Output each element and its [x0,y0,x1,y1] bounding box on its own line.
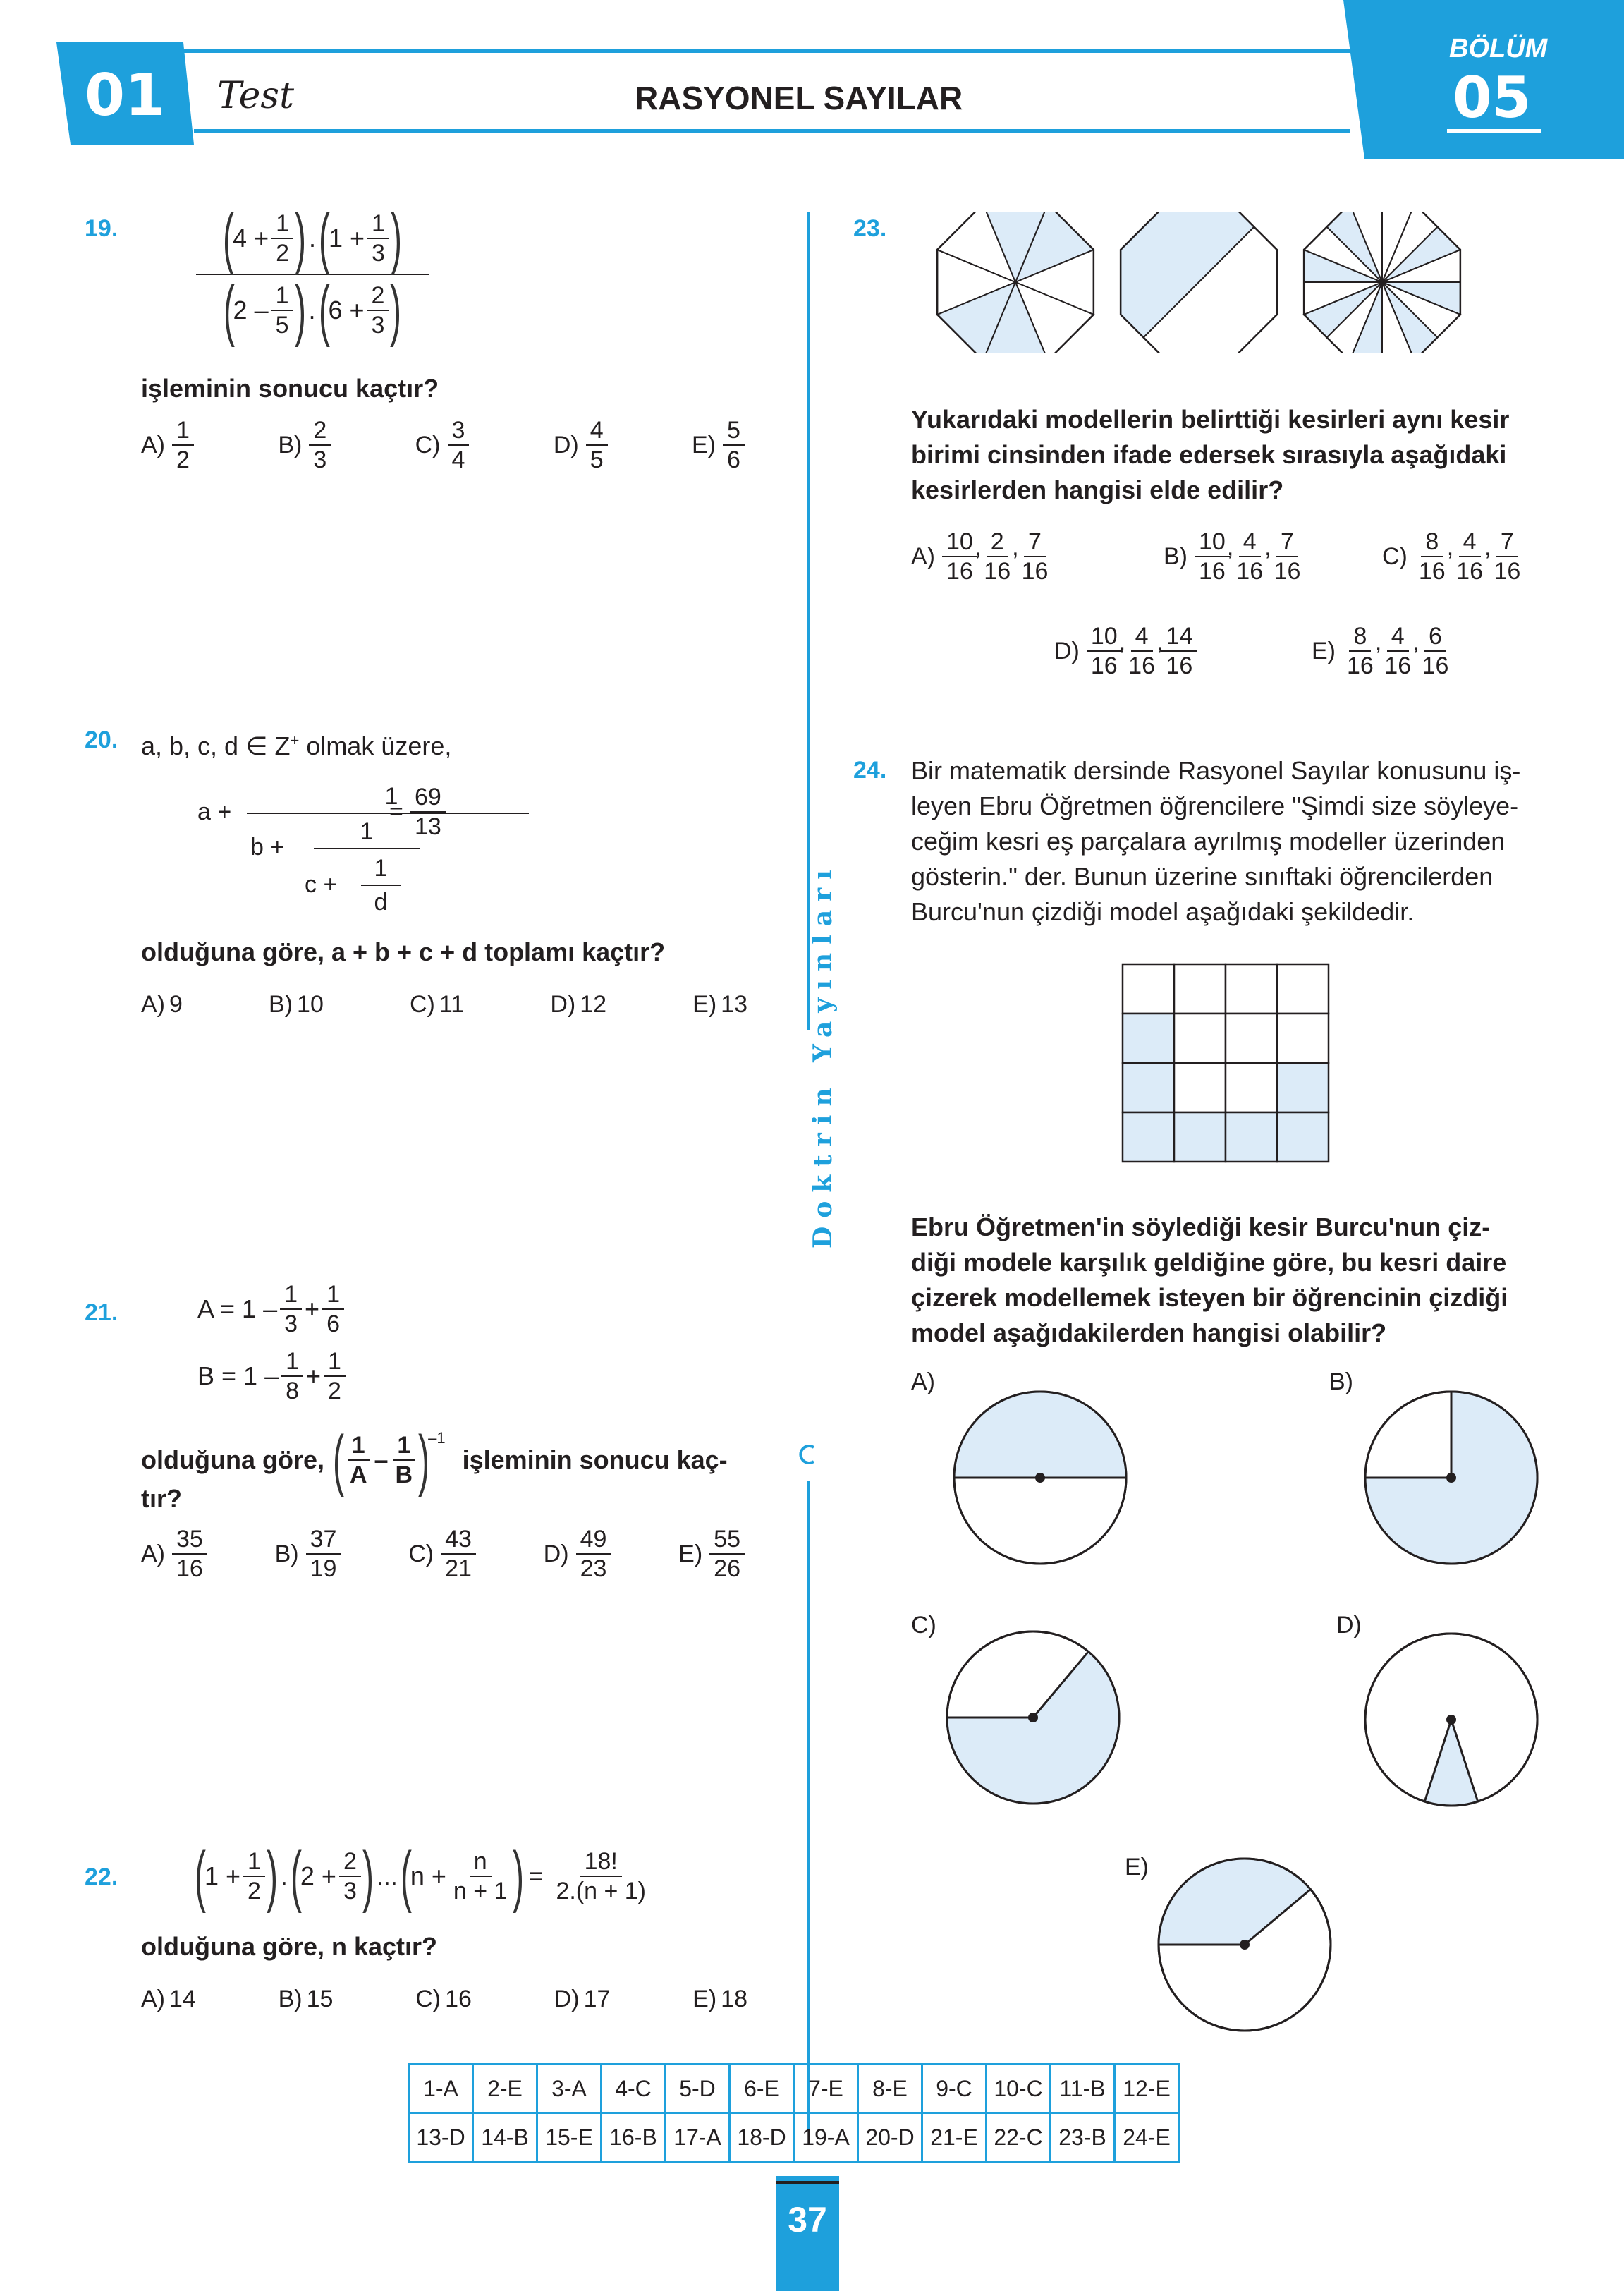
answer-key-cell: 5-D [666,2065,730,2113]
octagon-model-3 [1304,212,1460,353]
q22-question: olduğuna göre, n kaçtır? [141,1932,438,1961]
option-value: 16 [445,1986,472,2012]
option-value: 9 [169,991,183,1018]
answer-option[interactable] [279,1986,334,2013]
numerator: 49 [576,1525,611,1555]
publisher-name: Doktrin Yayınları [808,861,838,1248]
section-label: BÖLÜM [1449,34,1548,63]
q24-text: Bir matematik dersinde Rasyonel Sayılar konusunu iş- leyen Ebru Öğretmen öğrencilere "Şimdi size söyleye- ceğim kesri eş parçalara ayrılmış modeller üzerinden gösterin." der. Bunun üzerine sınıftaki öğrencilerden Burcu'nun çizdiği model aşağıdaki şekildedir. [911,756,1521,926]
numerator: 2 [987,528,1008,557]
option-label: D) [1054,637,1080,664]
q24-option-a-label: A) [911,1368,935,1395]
grid-cell [1277,964,1329,1014]
answer-option[interactable] [692,1986,747,2013]
answer-option[interactable] [550,991,606,1019]
q20-continued-fraction: a + 1 b + 1 c + 1 d [197,783,494,924]
option-label: D) [543,1540,569,1567]
circle-outline [1365,1392,1537,1564]
numerator: 4 [1459,528,1481,557]
question-number: 24. [853,757,887,784]
q23-option-a[interactable] [911,528,1055,585]
q24-option-d-label: D) [1336,1612,1362,1639]
question-number: 20. [85,727,118,753]
denominator: 21 [445,1555,472,1582]
option-value: 11 [439,991,465,1018]
denominator: 16 [1236,558,1264,585]
fraction [172,416,194,474]
option-label: B) [278,1986,303,2012]
answer-option[interactable] [278,416,334,474]
numerator: 35 [172,1525,207,1555]
answer-key-cell: 6-E [730,2065,794,2113]
q24-grid-model [1121,963,1333,1174]
denominator: 26 [714,1555,740,1582]
shaded-sector [1424,1720,1477,1806]
answer-key-cell: 4-C [602,2065,666,2113]
fraction [1418,622,1453,680]
comma: , [1484,534,1491,561]
answer-option[interactable] [678,1525,747,1583]
center-dot [1446,1473,1456,1483]
q23-question: Yukarıdaki modellerin belirttiği kesirleri aynı kesir birimi cinsinden ifade edersek sırasıyla aşağıdaki kesirlerden hangisi elde edilir? [911,405,1510,504]
radius [1245,1890,1310,1945]
comma: , [1446,534,1454,561]
denominator: 16 [1422,652,1449,679]
q19-options [141,416,747,474]
option-label: D) [553,431,579,458]
answer-option[interactable] [415,416,472,474]
denominator: 16 [1090,652,1118,679]
fraction [723,416,745,474]
option-value: 17 [583,1986,611,2012]
grid-cell [1174,1112,1226,1162]
answer-key-row [409,2065,1179,2113]
center-dot [1240,1940,1250,1950]
grid-cell [1226,964,1277,1014]
answer-key-cell: 19-A [794,2113,858,2162]
radius [1451,1720,1478,1801]
numerator: 2 [309,416,331,446]
answer-option[interactable] [692,991,747,1019]
shaded-sector [1159,1859,1310,1945]
numerator: 7 [1276,528,1298,557]
option-value: 13 [721,991,747,1018]
fraction [1489,528,1525,585]
circle-outline [947,1631,1119,1804]
circle-option-c[interactable] [947,1631,1119,1804]
denominator: 16 [1347,652,1374,679]
q21-question: olduğuna göre, ( 1 A – 1 B ) –1 işleminin sonucu kaç- [141,1422,728,1497]
question-number: 19. [85,215,118,242]
grid-cell [1123,1063,1174,1112]
fraction [586,416,608,474]
answer-key-cell: 21-E [922,2113,987,2162]
fraction [1124,622,1159,680]
answer-option[interactable] [408,1525,479,1583]
option-label: E) [1312,637,1336,664]
option-value: 10 [297,991,324,1018]
answer-key-cell: 15-E [537,2113,602,2162]
circle-outline [1365,1634,1537,1806]
q20-options [141,991,747,1019]
answer-key-row [409,2113,1179,2162]
denominator: 4 [451,446,465,473]
answer-key-cell: 3-A [537,2065,602,2113]
q23-option-d[interactable] [1054,622,1199,680]
q22-options [141,1986,747,2013]
option-label: A) [141,431,165,458]
denominator: 16 [1166,652,1193,679]
circle-outline [1159,1859,1331,2031]
shaded-sector [947,1652,1119,1804]
fraction [1343,622,1378,680]
q21-question-cont: tır? [141,1484,182,1513]
grid-cell [1174,1063,1226,1112]
q19-expression [196,200,429,348]
numerator: 10 [1195,528,1230,557]
fraction [1195,528,1230,585]
circle-option-b[interactable] [1365,1392,1537,1564]
denominator: 16 [1494,558,1521,585]
numerator: 4 [1239,528,1261,557]
denominator: 16 [176,1555,203,1582]
q22-expression: ( 1 + $\frac{1}{2}$ ) . ( 2 + $\frac{2}{3}$ ) ... ( n + $\frac{n}{n + 1}$ ) = $\frac{18!}{2.(n + 1)}$ [194,1838,647,1914]
question-number: 22. [85,1864,118,1890]
fraction [979,528,1015,585]
denominator: 5 [590,446,604,473]
comma: , [1412,628,1420,655]
fraction [1018,528,1053,585]
answer-key-cell: 24-E [1115,2113,1179,2162]
center-dot [1446,1715,1456,1725]
answer-option[interactable] [141,991,183,1019]
denominator: 19 [310,1555,337,1582]
answer-option[interactable] [141,1525,210,1583]
grid-cell [1277,1063,1329,1112]
q19-denominator: ( 2 – 1 5 ) . ( 6 + $\frac{2}{3}$ ) [223,272,402,348]
option-label: B) [278,431,303,458]
q23-option-b[interactable] [1164,528,1307,585]
answer-option[interactable] [692,416,747,474]
q24-option-c-label: C) [911,1612,936,1639]
option-label: B) [1164,542,1188,570]
numerator: 4 [586,416,608,446]
fraction [942,528,977,585]
q20-rhs: 69 13 [410,783,446,841]
test-number: 01 [85,62,166,129]
fraction [309,416,331,474]
q23-octagon-models [931,212,1481,353]
q19-question: işleminin sonucu kaçtır? [141,374,439,403]
option-label: E) [692,431,716,458]
fraction [1415,528,1450,585]
page-number: 37 [788,2200,827,2240]
option-label: C) [408,1540,434,1567]
option-label: E) [692,1986,717,2012]
answer-key-cell: 14-B [473,2113,537,2162]
circle-outline [1159,1859,1331,2031]
option-label: A) [141,991,165,1018]
fraction [441,1525,476,1583]
denominator: 16 [1384,652,1412,679]
q20-equals: = [389,798,403,825]
q19-numerator: ( 4 + $\frac{1}{2}$ ) . ( 1 + $\frac{1}{3}$ ) [223,200,402,276]
q23-option-c[interactable] [1382,528,1527,585]
q21-options [141,1525,747,1583]
fraction [1161,622,1197,680]
shaded-sector [1365,1392,1537,1564]
q24-option-b-label: B) [1329,1368,1353,1395]
option-label: B) [269,991,293,1018]
grid-cell [1174,1014,1226,1063]
comma: , [1226,534,1234,561]
fraction [1270,528,1305,585]
answer-key-cell: 23-B [1051,2113,1115,2162]
answer-key-cell: 1-A [409,2065,473,2113]
option-label: A) [911,542,935,570]
answer-key [408,2063,1180,2163]
denominator: 16 [1456,558,1483,585]
circle-option-d[interactable] [1365,1634,1537,1806]
option-value: 12 [580,991,607,1018]
grid-cell [1226,1063,1277,1112]
grid-cell [1277,1014,1329,1063]
denominator: 16 [1021,558,1049,585]
answer-key-cell: 13-D [409,2113,473,2162]
numerator: 1 [172,416,194,446]
numerator: 55 [709,1525,745,1555]
circle-outline [1365,1634,1537,1806]
grid-cell [1226,1014,1277,1063]
fraction [448,416,470,474]
numerator: 43 [441,1525,476,1555]
numerator: 3 [448,416,470,446]
answer-option[interactable] [554,1986,611,2013]
numerator: 8 [1421,528,1443,557]
numerator: 8 [1349,622,1371,652]
answer-option[interactable] [410,991,464,1019]
numerator: 7 [1496,528,1518,557]
denominator: 16 [984,558,1011,585]
circle-outline [954,1392,1126,1564]
q20-question: olduğuna göre, a + b + c + d toplamı kaçtır? [141,937,666,966]
numerator: 14 [1161,622,1197,652]
fraction [709,1525,745,1583]
center-dot [1028,1713,1038,1722]
denominator: 23 [580,1555,607,1582]
comma: , [1012,534,1019,561]
grid-cell [1277,1112,1329,1162]
fraction [306,1525,341,1583]
option-label: A) [141,1540,165,1567]
answer-key-cell: 17-A [666,2113,730,2162]
comma: , [1118,628,1126,655]
answer-option[interactable] [141,416,197,474]
fraction [172,1525,207,1583]
numerator: 4 [1131,622,1153,652]
fraction [1232,528,1267,585]
answer-key-cell: 9-C [922,2065,987,2113]
comma: , [974,534,982,561]
question-number: 23. [853,215,887,242]
numerator: 4 [1387,622,1409,652]
numerator: 10 [1087,622,1122,652]
comma: , [1264,534,1271,561]
answer-option[interactable] [269,991,324,1019]
comma: , [1374,628,1382,655]
q21-b-definition: B = 1 – 1 8 + $\frac{1}{2}$ [197,1347,348,1405]
circle-outline [954,1392,1126,1564]
option-label: C) [410,991,435,1018]
q24-question: Ebru Öğretmen'in söylediği kesir Burcu'nun çiz- diği modele karşılık geldiğine göre, bu kesri daire çizerek modellemek isteyen bir öğrencinin çizdiği model aşağıdakilerden hangisi olabilir? [911,1213,1508,1347]
grid-cell [1123,1014,1174,1063]
numerator: 10 [942,528,977,557]
denominator: 2 [176,446,190,473]
grid-cell [1123,964,1174,1014]
numerator: 7 [1024,528,1046,557]
option-value: 14 [169,1986,196,2012]
answer-key-cell: 10-C [987,2065,1051,2113]
shaded-sector [954,1392,1126,1478]
denominator: 16 [1199,558,1226,585]
page-title: RASYONEL SAYILAR [635,80,963,116]
circle-outline [947,1631,1119,1804]
grid-cell [1123,1112,1174,1162]
option-label: A) [141,1986,165,2012]
fraction [1087,622,1122,680]
answer-option[interactable] [141,1986,196,2013]
answer-key-cell: 16-B [602,2113,666,2162]
denominator: 16 [1274,558,1301,585]
radius [1424,1720,1451,1801]
answer-option[interactable] [554,416,611,474]
fraction [576,1525,611,1583]
option-label: D) [550,991,576,1018]
numerator: 5 [723,416,745,446]
denominator: 16 [1128,652,1155,679]
center-dot [1035,1473,1045,1483]
octagon-model-1 [937,212,1094,353]
option-label: E) [678,1540,703,1567]
fraction [1452,528,1487,585]
option-label: C) [1382,542,1408,570]
section-number: 05 [1453,65,1532,130]
option-label: E) [692,991,717,1018]
denominator: 16 [1418,558,1446,585]
circle-option-e[interactable] [1159,1859,1331,2031]
circle-outline [1365,1392,1537,1564]
page-number-rule [776,2181,839,2184]
numerator: 6 [1424,622,1446,652]
option-value: 15 [306,1986,334,2012]
answer-option[interactable] [275,1525,344,1583]
answer-key-cell: 8-E [858,2065,922,2113]
option-label: D) [554,1986,580,2012]
option-label: C) [415,1986,441,2012]
octagon-model-2 [1121,212,1277,353]
grid-cell [1174,964,1226,1014]
option-label: B) [274,1540,299,1567]
answer-key-cell: 18-D [730,2113,794,2162]
q20-intro: a, b, c, d ∈ Z+ olmak üzere, [141,731,452,760]
grid-cell [1226,1112,1277,1162]
numerator: 37 [306,1525,341,1555]
comma: , [1156,628,1164,655]
question-number: 21. [85,1299,118,1326]
option-label: C) [415,431,441,458]
denominator: 16 [946,558,973,585]
denominator: 3 [313,446,327,473]
option-value: 18 [721,1986,747,2012]
answer-key-cell: 11-B [1051,2065,1115,2113]
radius [1033,1652,1088,1718]
answer-key-cell: 12-E [1115,2065,1179,2113]
q24-option-e-label: E) [1125,1854,1149,1880]
q21-a-definition: A = 1 – 1 3 + $\frac{1}{6}$ [197,1280,347,1338]
answer-key-cell: 2-E [473,2065,537,2113]
denominator: 6 [727,446,740,473]
answer-option[interactable] [415,1986,472,2013]
circle-option-a[interactable] [954,1392,1126,1564]
q23-option-e[interactable] [1312,622,1455,680]
answer-key-cell: 7-E [794,2065,858,2113]
answer-key-cell: 22-C [987,2113,1051,2162]
fraction [1380,622,1415,680]
answer-key-cell: 20-D [858,2113,922,2162]
answer-option[interactable] [544,1525,614,1583]
test-word: Test [217,75,295,117]
